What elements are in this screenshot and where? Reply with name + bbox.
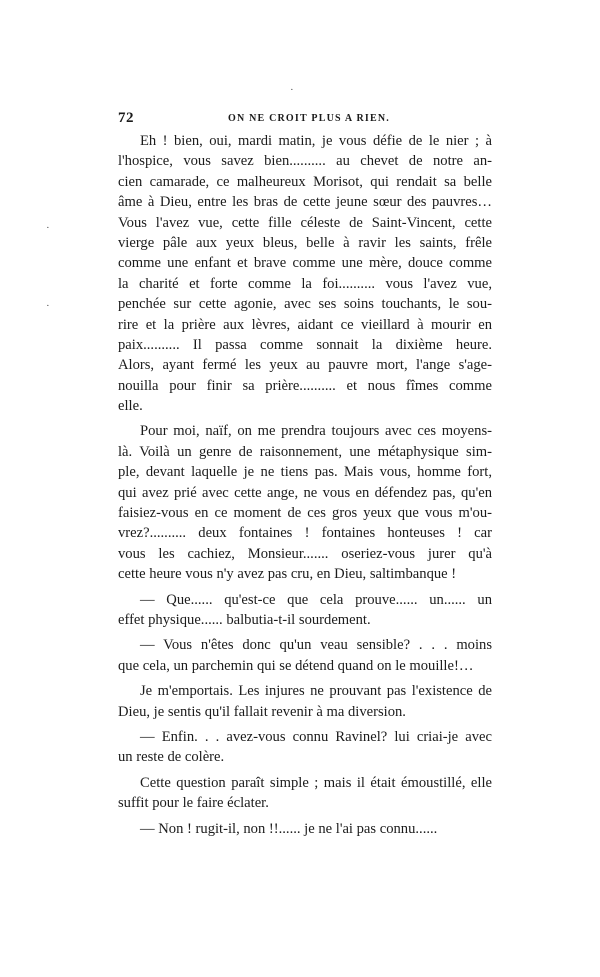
text-line: Je m'emportais. Les injures ne prouvant pas l'existence de	[140, 683, 492, 700]
body-text	[118, 131, 492, 839]
text-line: Cette question paraît simple ; mais il était émoustillé, elle	[140, 774, 492, 791]
text-line: Eh ! bien, oui, mardi matin, je vous défie de le nier ; à	[140, 133, 492, 149]
text-line: cette heure vous n'y avez pas cru, en Dieu, saltimbanque !	[118, 566, 457, 583]
text-line: — Enfin. . . avez-vous connu Ravinel? lui criai-je avec	[140, 728, 492, 745]
text-line: — Non ! rugit-il, non !!...... je ne l'ai pas connu......	[140, 820, 438, 837]
text-line: Dieu, je sentis qu'il fallait revenir à ma diversion.	[118, 703, 406, 720]
scan-mark: ·	[46, 300, 50, 312]
text-line: un reste de colère.	[118, 749, 225, 766]
page-number: 72	[118, 110, 134, 126]
text-line: penchée sur cette agonie, avec ses soins touchants, le sou-	[118, 296, 492, 313]
paragraph	[118, 131, 492, 416]
paragraph	[118, 421, 492, 584]
text-line: que cela, un parchemin qui se détend quand on le mouille!…	[118, 657, 474, 674]
text-line: l'hospice, vous savez bien.......... au chevet de notre an-	[118, 153, 492, 170]
text-line: elle.	[118, 398, 143, 415]
paragraph	[118, 727, 492, 768]
page-header	[118, 110, 492, 130]
text-line: Vous l'avez vue, cette fille céleste de Saint-Vincent, cette	[118, 214, 492, 231]
text-line: qui avez prié avec cette ange, ne vous en défendez pas, qu'en	[118, 484, 492, 501]
text-line: faisiez-vous en ce moment de ces gros yeux que vous m'ou-	[118, 505, 492, 522]
text-line: — Que...... qu'est-ce que cela prouve...... un...... un	[140, 591, 492, 608]
text-line: vrez?.......... deux fontaines ! fontaines honteuses ! car	[118, 525, 492, 542]
text-line: la charité et forte comme la foi.......... vous l'avez vue,	[118, 275, 492, 292]
text-line: âme à Dieu, entre les bras de cette jeune sœur des pauvres…	[118, 194, 492, 211]
text-line: vierge pâle aux yeux bleus, belle à ravir les saints, frêle	[118, 234, 492, 251]
scan-mark: ·	[290, 84, 294, 96]
text-line: ple, devant laquelle je ne tiens pas. Mais vous, homme fort,	[118, 464, 492, 481]
text-line: Alors, ayant fermé les yeux au pauvre mort, l'ange s'age-	[118, 357, 492, 374]
paragraph	[118, 773, 492, 814]
paragraph	[118, 590, 492, 631]
text-line: vous les cachiez, Monsieur....... oseriez-vous jurer qu'à	[118, 545, 492, 562]
text-line: Pour moi, naïf, on me prendra toujours avec ces moyens-	[140, 423, 492, 440]
text-line: paix.......... Il passa comme sonnait la dixième heure.	[118, 336, 492, 353]
paragraph	[118, 635, 492, 676]
text-line: suffit pour le faire éclater.	[118, 795, 269, 812]
text-line: nouilla pour finir sa prière.......... et nous fîmes comme	[118, 377, 492, 394]
text-line: — Vous n'êtes donc qu'un veau sensible? . . . moins	[140, 637, 492, 654]
paragraph	[118, 819, 492, 839]
text-line: rire et la prière aux lèvres, aidant ce vieillard à mourir en	[118, 316, 492, 333]
text-line: comme une enfant et brave comme une mère, douce comme	[118, 255, 492, 272]
scan-mark: ·	[46, 222, 50, 234]
text-line: cien camarade, ce malheureux Morisot, qui rendait sa belle	[118, 173, 492, 190]
text-line: effet physique...... balbutia-t-il sourdement.	[118, 611, 371, 628]
paragraph	[118, 681, 492, 722]
running-title: ON NE CROIT PLUS A RIEN.	[228, 113, 390, 124]
text-line: là. Voilà un genre de raisonnement, une métaphysique sim-	[118, 443, 492, 460]
